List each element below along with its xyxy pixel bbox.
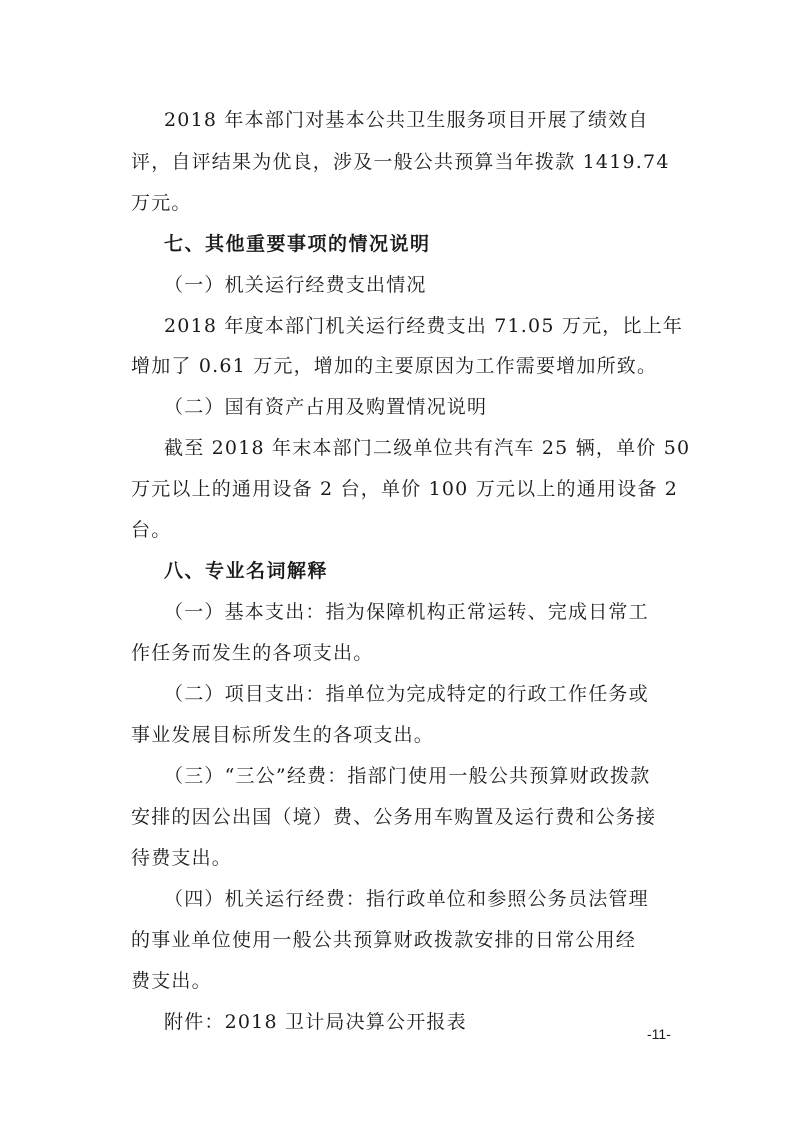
definition-line: 作任务而发生的各项支出。	[131, 642, 374, 664]
paragraph-line: 2018 年本部门对基本公共卫生服务项目开展了绩效自	[164, 109, 649, 131]
paragraph-line: 截至 2018 年末本部门二级单位共有汽车 25 辆，单价 50	[164, 437, 691, 459]
definition-line: （二）项目支出：指单位为完成特定的行政工作任务或	[164, 683, 649, 705]
definition-line: 的事业单位使用一般公共预算财政拨款安排的日常公用经	[131, 929, 637, 951]
attachment-line: 附件：2018 卫计局决算公开报表	[164, 1011, 467, 1033]
page-number: -11-	[647, 1026, 671, 1042]
subsection-title: （一）机关运行经费支出情况	[164, 274, 427, 296]
paragraph-line: 台。	[131, 519, 172, 541]
definition-line: （四）机关运行经费：指行政单位和参照公务员法管理	[164, 888, 649, 910]
definition-line: （一）基本支出：指为保障机构正常运转、完成日常工	[164, 601, 649, 623]
definition-line: （三）“三公”经费：指部门使用一般公共预算财政拨款	[164, 765, 651, 787]
definition-line: 费支出。	[131, 970, 212, 992]
definition-line: 安排的因公出国（境）费、公务用车购置及运行费和公务接	[131, 806, 657, 828]
paragraph-line: 增加了 0.61 万元，增加的主要原因为工作需要增加所致。	[131, 355, 658, 377]
section-heading: 八、专业名词解释	[164, 560, 329, 582]
definition-line: 待费支出。	[131, 847, 233, 869]
subsection-title: （二）国有资产占用及购置情况说明	[164, 396, 488, 418]
paragraph-line: 2018 年度本部门机关运行经费支出 71.05 万元，比上年	[164, 315, 684, 337]
paragraph-line: 评，自评结果为优良，涉及一般公共预算当年拨款 1419.74	[131, 151, 670, 173]
definition-line: 事业发展目标所发生的各项支出。	[131, 724, 435, 746]
paragraph-line: 万元。	[131, 192, 192, 214]
paragraph-line: 万元以上的通用设备 2 台，单价 100 万元以上的通用设备 2	[131, 478, 679, 500]
section-heading: 七、其他重要事项的情况说明	[164, 233, 431, 255]
